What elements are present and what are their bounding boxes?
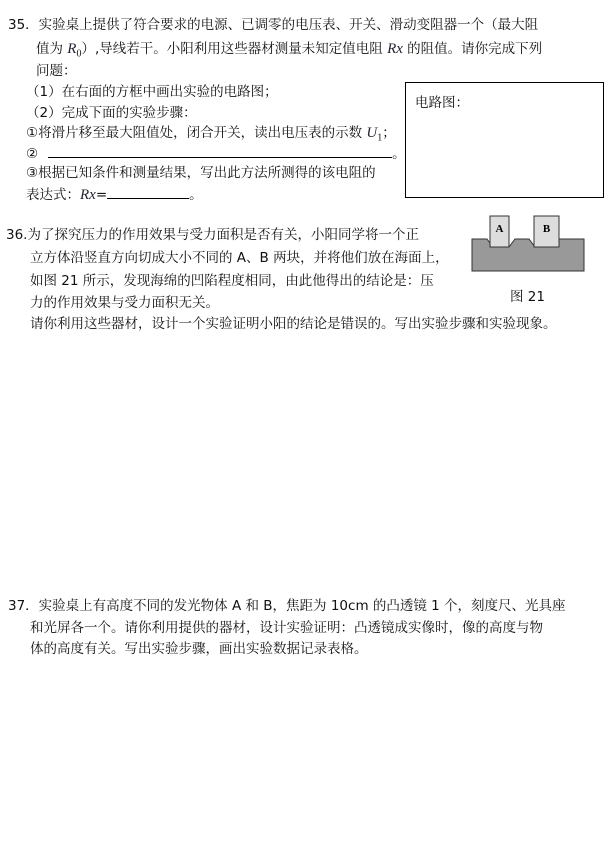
text: 的阻值。请你完成下列 xyxy=(402,41,543,57)
text: = xyxy=(95,187,108,203)
q35-line3: 问题： xyxy=(36,63,77,79)
q35-expression xyxy=(26,185,203,204)
text: ）,导线若干。小阳利用这些器材测量未知定值电阻 xyxy=(81,41,388,57)
q36-line5: 请你利用这些器材，设计一个实验证明小阳的结论是错误的。写出实验步骤和实验现象。 xyxy=(30,316,557,332)
text: 值为 xyxy=(36,41,68,57)
r0-symbol: R xyxy=(67,41,77,57)
q35-step2 xyxy=(26,144,406,163)
answer-blank[interactable] xyxy=(107,185,189,199)
q36-line2: 立方体沿竖直方向切成大小不同的 A、B 两块，并将他们放在海面上， xyxy=(30,250,449,266)
circuit-diagram-box[interactable] xyxy=(405,82,604,198)
q36-line3: 如图 21 所示，发现海绵的凹陷程度相同，由此他得出的结论是：压 xyxy=(30,273,434,289)
text: 。 xyxy=(392,146,406,162)
q36-line1: 36.为了探究压力的作用效果与受力面积是否有关，小阳同学将一个正 xyxy=(6,227,419,243)
u1-subscript: 1 xyxy=(377,132,383,144)
q35-line1: 35．实验桌上提供了符合要求的电源、已调零的电压表、开关、滑动变阻器一个（最大阻 xyxy=(8,17,539,33)
q35-part1: （1）在右面的方框中画出实验的电路图； xyxy=(26,84,278,100)
text: 。 xyxy=(189,187,203,203)
answer-blank[interactable] xyxy=(48,144,392,158)
q35-part2: （2）完成下面的实验步骤： xyxy=(26,105,197,121)
q37-line3: 体的高度有关。写出实验步骤，画出实验数据记录表格。 xyxy=(30,641,368,657)
box-label: 电路图： xyxy=(415,95,469,111)
text: 表达式： xyxy=(26,187,80,203)
text: ①将滑片移至最大阻值处，闭合开关，读出电压表的示数 xyxy=(26,125,367,141)
q36-line4: 力的作用效果与受力面积无关。 xyxy=(30,295,219,311)
figure-21-sponge-blocks xyxy=(471,213,586,275)
rx-symbol: Rx xyxy=(387,41,403,57)
figure-caption: 图 21 xyxy=(510,289,545,305)
text: ② xyxy=(26,146,39,162)
text: ； xyxy=(382,125,396,141)
r0-subscript: 0 xyxy=(76,48,82,60)
rx-symbol: Rx xyxy=(80,187,96,203)
label-a: A xyxy=(495,223,504,235)
label-b: B xyxy=(542,223,551,235)
q35-line2 xyxy=(36,40,542,64)
q37-line1: 37．实验桌上有高度不同的发光物体 A 和 B，焦距为 10cm 的凸透镜 1 个，刻度尺、光具座 xyxy=(8,598,566,614)
q37-line2: 和光屏各一个。请你利用提供的器材，设计实验证明：凸透镜成实像时，像的高度与物 xyxy=(30,620,543,636)
u1-symbol: U xyxy=(366,125,378,141)
sponge xyxy=(472,239,584,271)
q35-step3: ③根据已知条件和测量结果，写出此方法所测得的该电阻的 xyxy=(26,165,376,181)
